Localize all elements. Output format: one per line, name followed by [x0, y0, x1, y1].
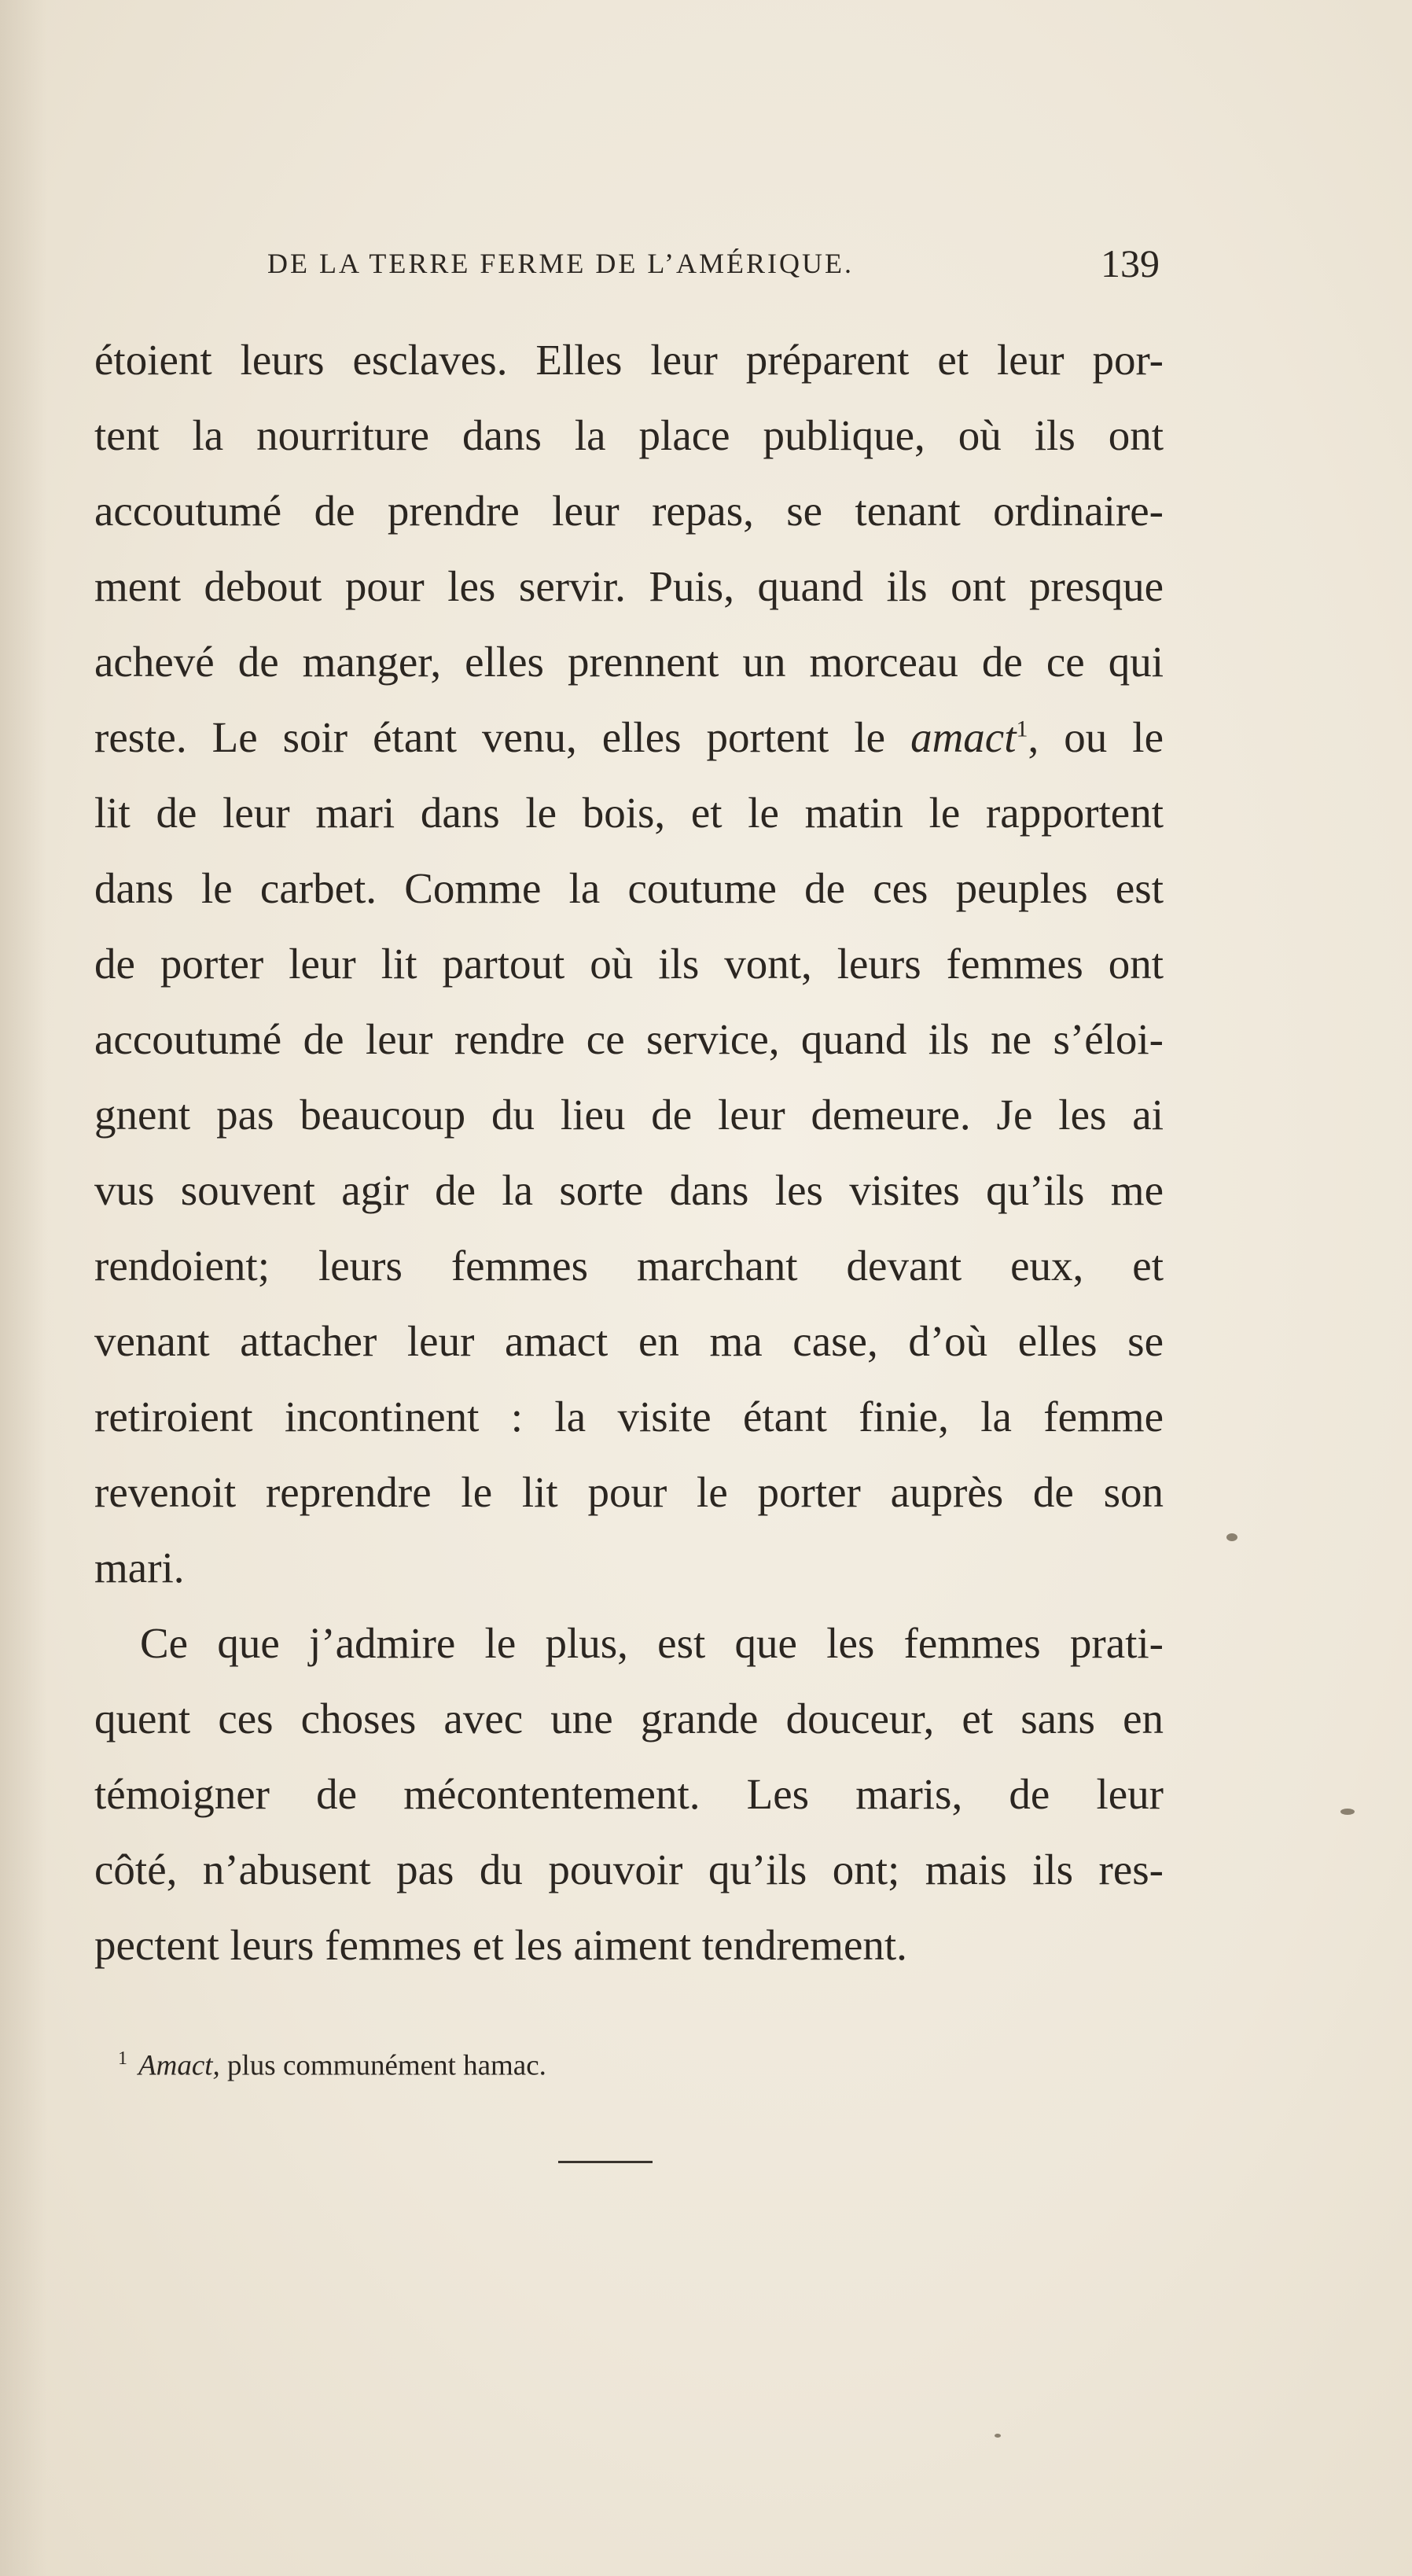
footnote-text: plus communément hamac.: [219, 2049, 546, 2082]
text-line: revenoit reprendre le lit pour le porter auprès de son: [94, 1468, 1164, 1516]
text-line: accoutumé de leur rendre ce service, quand ils ne s’éloi-: [94, 1015, 1164, 1063]
text-line: quent ces choses avec une grande douceur, et sans en: [94, 1695, 1164, 1742]
text-fragment: reste. Le soir étant venu, elles portent le: [94, 713, 911, 761]
text-line: gnent pas beaucoup du lieu de leur demeure. Je les ai: [94, 1091, 1164, 1139]
footnote-number: 1: [118, 2048, 127, 2069]
text-line: vus souvent agir de la sorte dans les visites qu’ils me: [94, 1166, 1164, 1214]
text-line: de porter leur lit partout où ils vont, leurs femmes ont: [94, 940, 1164, 988]
text-line: témoigner de mécontentement. Les maris, de leur: [94, 1770, 1164, 1818]
text-line-paragraph-end: pectent leurs femmes et les aiment tendrement.: [94, 1921, 907, 1969]
text-line: venant attacher leur amact en ma case, d’où elles se: [94, 1317, 1164, 1365]
text-line: tent la nourriture dans la place publique, où ils ont: [94, 411, 1164, 459]
page-header: [267, 241, 1160, 296]
footnote: [118, 2048, 546, 2082]
text-line-with-note: [94, 700, 1164, 775]
text-fragment: , ou le: [1028, 713, 1164, 761]
text-line: côté, n’abusent pas du pouvoir qu’ils ont; mais ils res-: [94, 1846, 1164, 1893]
italic-term: amact: [910, 713, 1017, 761]
page-gutter-shadow: [0, 0, 47, 2576]
paper-speck: [1340, 1809, 1355, 1815]
body-text: [94, 322, 1164, 1983]
running-title: DE LA TERRE FERME DE L’AMÉRIQUE.: [267, 248, 855, 279]
text-line-paragraph-start: Ce que j’admire le plus, est que les femmes prati-: [140, 1619, 1164, 1667]
page-number: 139: [1101, 241, 1160, 285]
paper-speck: [1226, 1533, 1237, 1541]
text-line: accoutumé de prendre leur repas, se tenant ordinaire-: [94, 487, 1164, 535]
section-end-rule: [558, 2161, 653, 2163]
footnote-reference: 1: [1016, 716, 1028, 742]
text-line: dans le carbet. Comme la coutume de ces peuples est: [94, 864, 1164, 912]
footnote-term: Amact,: [138, 2049, 220, 2082]
text-line: ment debout pour les servir. Puis, quand ils ont presque: [94, 562, 1164, 610]
text-line: achevé de manger, elles prennent un morceau de ce qui: [94, 638, 1164, 686]
text-line: lit de leur mari dans le bois, et le matin le rapportent: [94, 789, 1164, 837]
text-line: retiroient incontinent : la visite étant finie, la femme: [94, 1393, 1164, 1441]
text-line: étoient leurs esclaves. Elles leur préparent et leur por-: [94, 336, 1164, 384]
text-line: rendoient; leurs femmes marchant devant eux, et: [94, 1242, 1164, 1290]
paper-speck: [995, 2434, 1001, 2438]
text-line-paragraph-end: mari.: [94, 1544, 185, 1592]
